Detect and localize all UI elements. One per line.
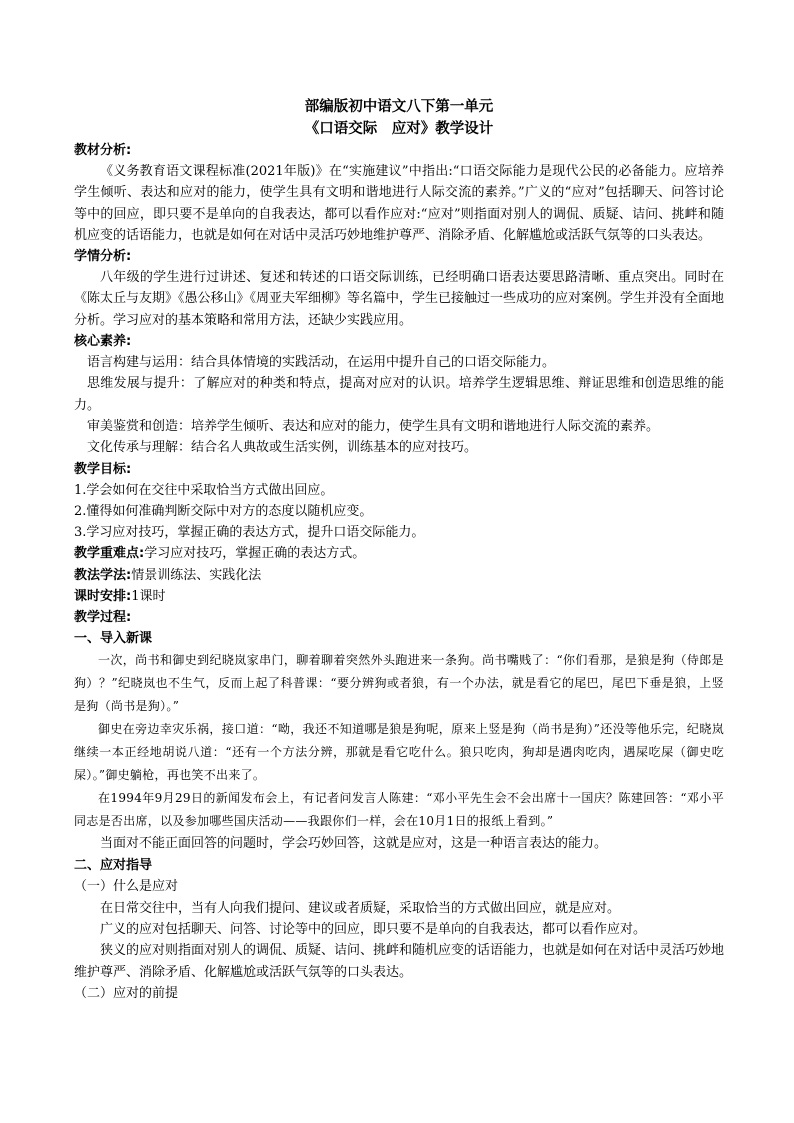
core-item-aesthetic: 审美鉴赏和创造：培养学生倾听、表达和应对的能力，使学生具有文明和谐地进行人际交流的素养。	[87, 418, 660, 434]
goal-item-3: 3.学习应对技巧，掌握正确的表达方式，提升口语交际能力。	[74, 525, 425, 541]
goal-item-2: 2.懂得如何准确判断交际中对方的态度以随机应变。	[74, 503, 373, 519]
key-difficulty-label: 教学重难点:	[74, 546, 145, 562]
story-paragraph-2: 御史在旁边幸灾乐祸，接口道：“呦，我还不知道哪是狼是狗呢，原来上竖是狗（尚书是狗）”还没等他乐完，纪晓岚继续一本正经地胡说八道：“还有一个方法分辨，那就是看它吃什么。狼只吃肉，狗却是遇肉吃肉，遇屎吃屎（御史吃屎）。”御史躺枪，再也笑不出来了。	[74, 722, 724, 783]
core-item-language: 语言构建与运用：结合具体情境的实践活动，在运用中提升自己的口语交际能力。	[87, 355, 556, 371]
method-text: 情景训练法、实践化法	[131, 567, 262, 583]
heading-teaching-goals: 教学目标:	[74, 461, 132, 477]
heading-student-analysis: 学情分析:	[74, 249, 132, 265]
core-item-thinking: 思维发展与提升：了解应对的种类和特点，提高对应对的认识。培养学生逻辑思维、辩证思维和创造思维的能力。	[74, 376, 724, 413]
definition-paragraph-2: 广义的应对包括聊天、问答、讨论等中的回应，即只要不是单向的自我表达，都可以看作应对。	[100, 921, 647, 937]
method-line	[74, 565, 724, 586]
story-paragraph-1: 一次，尚书和御史到纪晓岚家串门，聊着聊着突然外头跑进来一条狗。尚书嘴贱了：“你们看那，是狼是狗（侍郎是狗）？”纪晓岚也不生气，反而上起了科普课：“要分辨狗或者狼，有一个办法，就是看它的尾巴，尾巴下垂是狼，上竖是狗（尚书是狗）。”	[74, 653, 724, 714]
key-difficulty-text: 学习应对技巧，掌握正确的表达方式。	[144, 546, 366, 562]
goal-item-1: 1.学会如何在交往中采取恰当方式做出回应。	[74, 482, 334, 498]
subheading-response-premise: （二）应对的前提	[74, 985, 179, 1001]
hours-text: 1课时	[131, 589, 166, 605]
core-item-culture: 文化传承与理解：结合名人典故或生活实例，训练基本的应对技巧。	[87, 440, 478, 456]
heading-material-analysis: 教材分析:	[74, 143, 132, 158]
heading-part-guidance: 二、应对指导	[74, 857, 153, 873]
paragraph-material-analysis: 《义务教育语文课程标准(2021年版)》在“实施建议”中指出:“口语交际能力是现代公民的必备能力。应培养学生倾听、表达和应对的能力，使学生具有文明和谐地进行人际交流的素养。”广义的“应对”包括聊天、问答讨论等中的回应，即只要不是单向的自我表达，都可以看作应对:“应对”则指面对别人的调侃、质疑、诘问、挑衅和随机应变的话语能力，也就是如何在对话中灵活巧妙地维护尊严、消除矛盾、化解尴尬或活跃气氛等的口头表达。	[74, 164, 724, 243]
definition-paragraph-1: 在日常交往中，当有人向我们提问、建议或者质疑，采取恰当的方式做出回应，就是应对。	[100, 900, 621, 916]
subheading-what-is-response: （一）什么是应对	[74, 878, 179, 894]
key-difficulty-line	[74, 543, 724, 564]
doc-title-line1: 部编版初中语文八下第一单元	[304, 99, 494, 115]
method-label: 教法学法:	[74, 567, 132, 583]
paragraph-student-analysis: 八年级的学生进行过讲述、复述和转述的口语交际训练，已经明确口语表达要思路清晰、重点突出。同时在《陈太丘与友期》《愚公移山》《周亚夫军细柳》等名篇中，学生已接触过一些成功的应对案例。学生并没有全面地分析。学习应对的基本策略和常用方法，还缺少实践应用。	[74, 270, 725, 328]
paragraph-summary: 当面对不能正面回答的问题时，学会巧妙回答，这就是应对，这是一种语言表达的能力。	[100, 836, 608, 852]
doc-title-line2: 《口语交际 应对》教学设计	[304, 121, 494, 137]
heading-teaching-process: 教学过程:	[74, 610, 132, 626]
hours-line	[74, 586, 724, 607]
heading-part-intro: 一、导入新课	[74, 631, 153, 647]
hours-label: 课时安排:	[74, 589, 132, 605]
story-paragraph-3: 在1994年9月29日的新闻发布会上，有记者问发言人陈建：“邓小平先生会不会出席十一国庆？陈建回答：“邓小平同志是否出席，以及参加哪些国庆活动——我跟你们一样，会在10月1日的报纸上看到。”	[74, 791, 724, 829]
definition-paragraph-3: 狭义的应对则指面对别人的调侃、质疑、诘问、挑衅和随机应变的话语能力，也就是如何在对话中灵活巧妙地维护尊严、消除矛盾、化解尴尬或活跃气氛等的口头表达。	[74, 943, 725, 980]
document-page	[74, 96, 724, 1005]
heading-core-literacy: 核心素养:	[74, 334, 132, 350]
